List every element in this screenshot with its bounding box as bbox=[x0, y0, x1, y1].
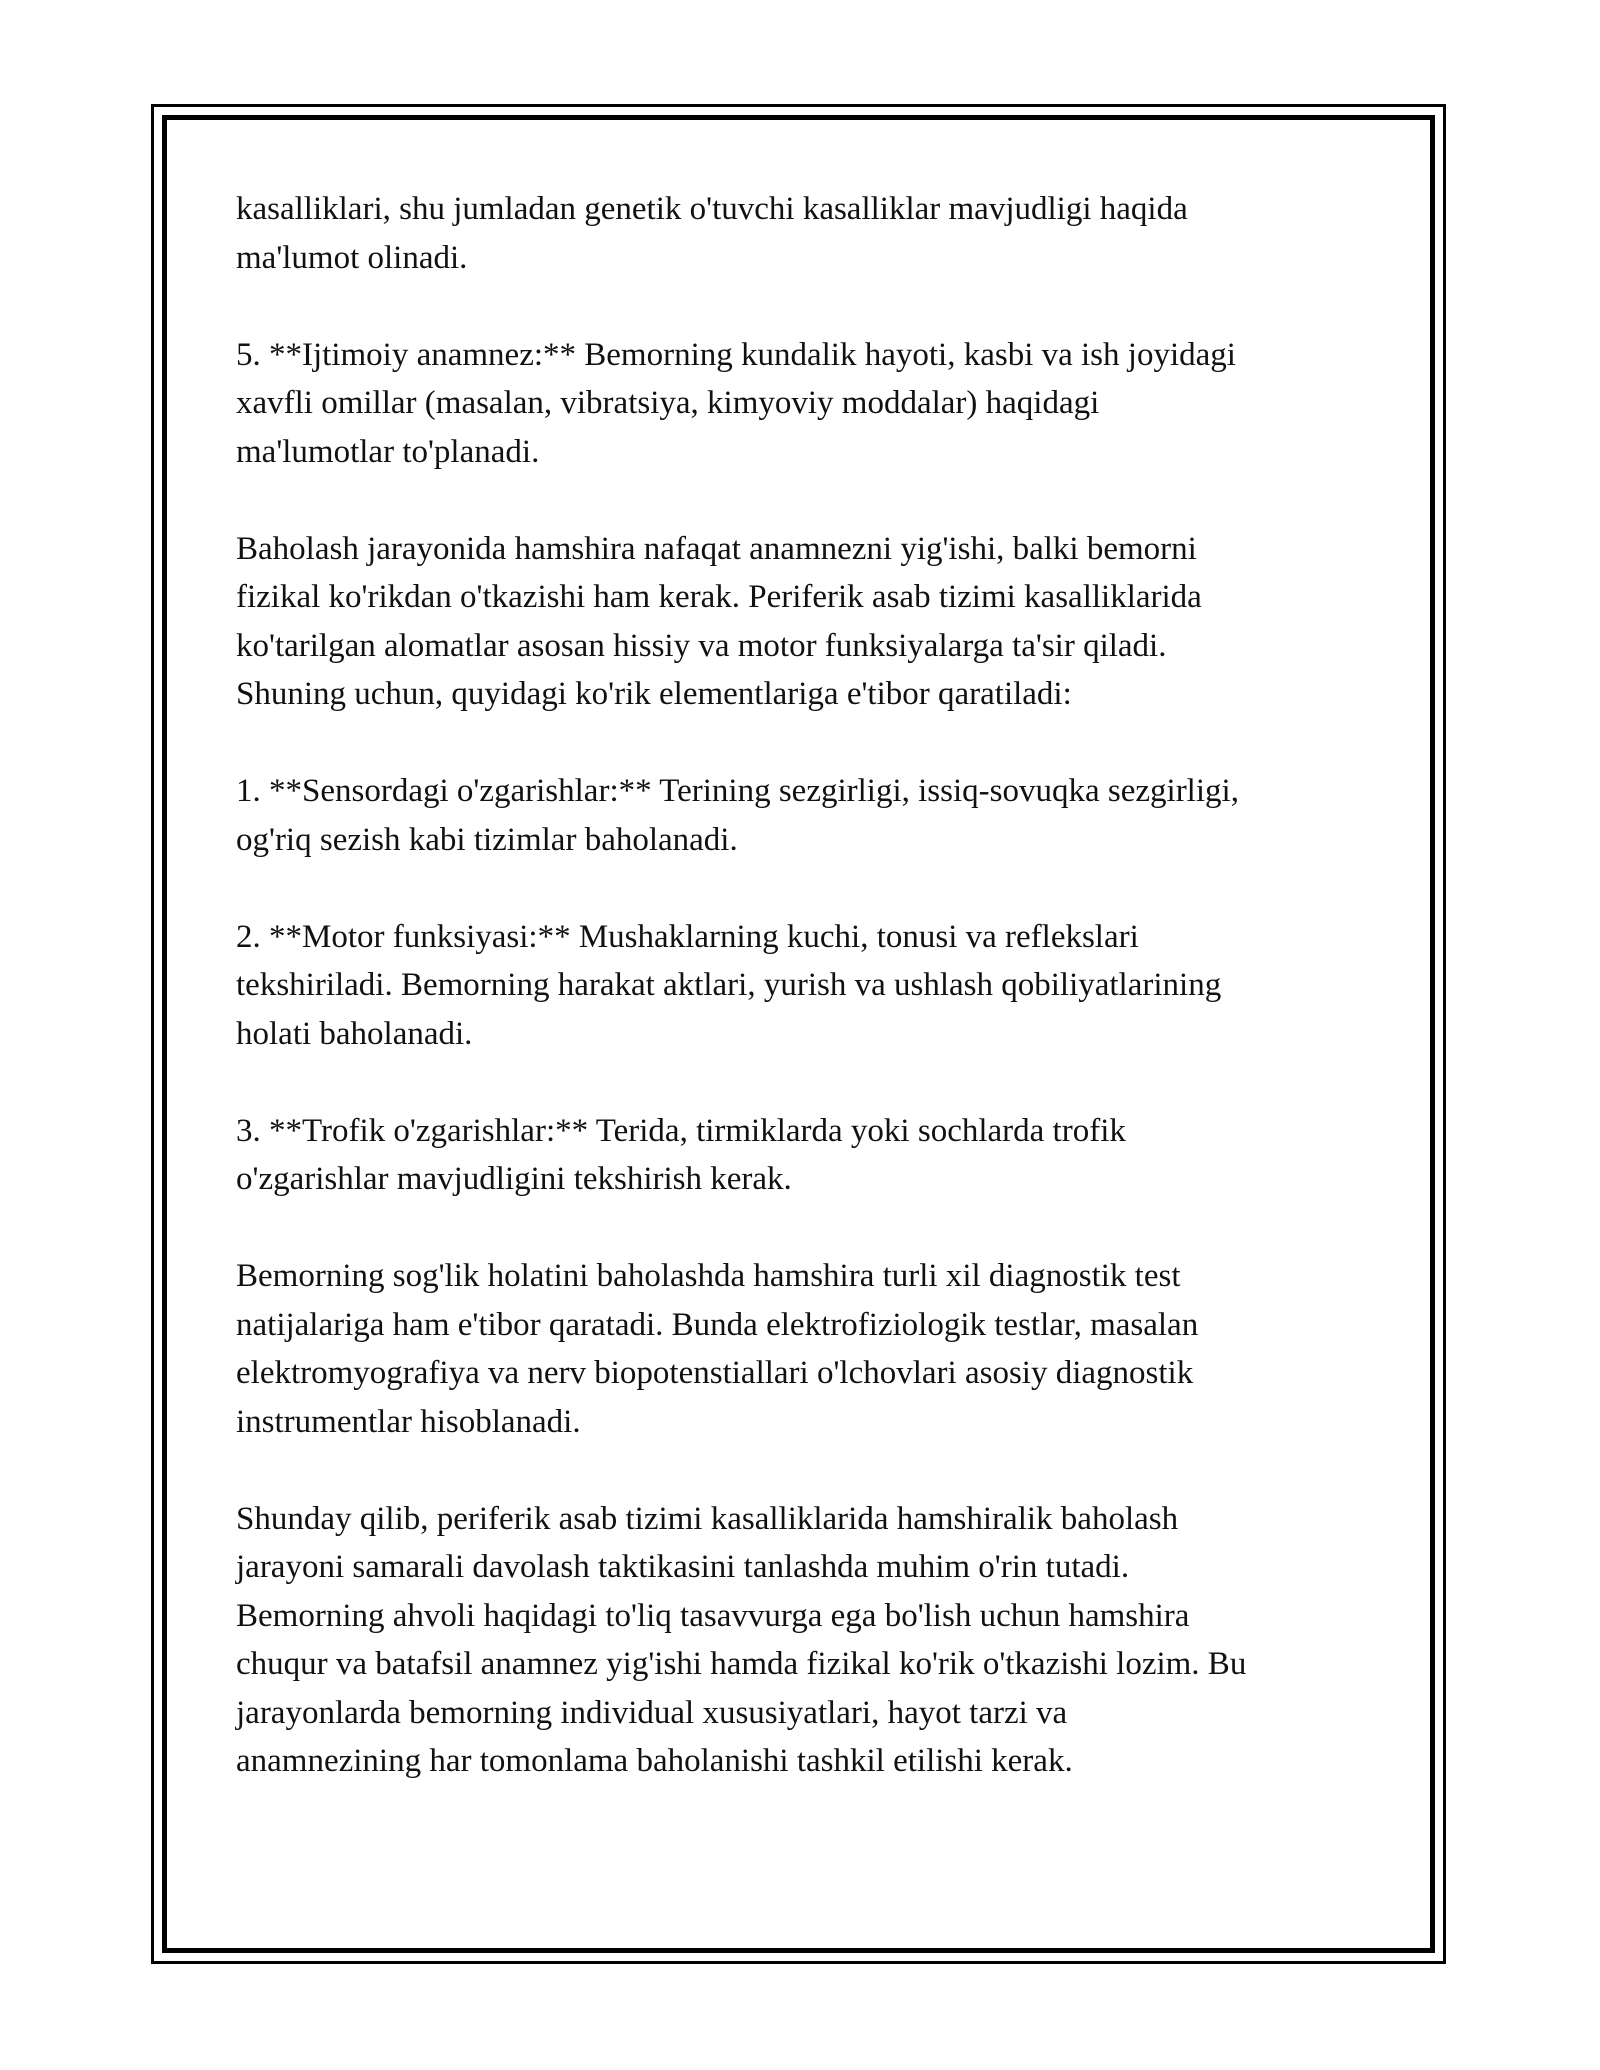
paragraph-motor-function: 2. **Motor funksiyasi:** Mushaklarning kuchi, tonusi va reflekslari tekshiriladi. Bemorning harakat aktlari, yurish va ushlash qobiliyatlarining holati baholanadi. bbox=[236, 918, 1222, 1052]
paragraph-sensory-changes: 1. **Sensordagi o'zgarishlar:** Terining sezgirligi, issiq-sovuqka sezgirligi, og'riq sezish kabi tizimlar baholanadi. bbox=[236, 773, 1239, 858]
paragraph-social-history: 5. **Ijtimoiy anamnez:** Bemorning kundalik hayoti, kasbi va ish joyidagi xavfli omillar (masalan, vibratsiya, kimyoviy moddalar) haqidagi ma'lumotlar to'planadi. bbox=[236, 336, 1236, 470]
paragraph-family-history-end: kasalliklari, shu jumladan genetik o'tuvchi kasalliklar mavjudligi haqida ma'lumot olinadi. bbox=[236, 191, 1188, 276]
paragraph-diagnostic-tests: Bemorning sog'lik holatini baholashda hamshira turli xil diagnostik test natijalariga ham e'tibor qaratadi. Bunda elektrofiziologik testlar, masalan elektromyografiya va nerv biopotenstiallari o'lchovlari asosiy diagnostik instrumentlar hisoblanadi. bbox=[236, 1258, 1199, 1440]
document-body bbox=[236, 185, 1366, 1834]
paragraph-conclusion: Shunday qilib, periferik asab tizimi kasalliklarida hamshiralik baholash jarayoni samarali davolash taktikasini tanlashda muhim o'rin tutadi. Bemorning ahvoli haqidagi to'liq tasavvurga ega bo'lish uchun hamshira chuqur va batafsil anamnez yig'ishi hamda fizikal ko'rik o'tkazishi lozim. Bu jarayonlarda bemorning individual xususiyatlari, hayot tarzi va anamnezining har tomonlama baholanishi tashkil etilishi kerak. bbox=[236, 1500, 1247, 1779]
paragraph-physical-exam-intro: Baholash jarayonida hamshira nafaqat anamnezni yig'ishi, balki bemorni fizikal ko'rikdan o'tkazishi ham kerak. Periferik asab tizimi kasalliklarida ko'tarilgan alomatlar asosan hissiy va motor funksiyalarga ta'sir qiladi. Shuning uchun, quyidagi ko'rik elementlariga e'tibor qaratiladi: bbox=[236, 530, 1202, 712]
paragraph-trophic-changes: 3. **Trofik o'zgarishlar:** Terida, tirmiklarda yoki sochlarda trofik o'zgarishlar mavjudligini tekshirish kerak. bbox=[236, 1112, 1126, 1197]
